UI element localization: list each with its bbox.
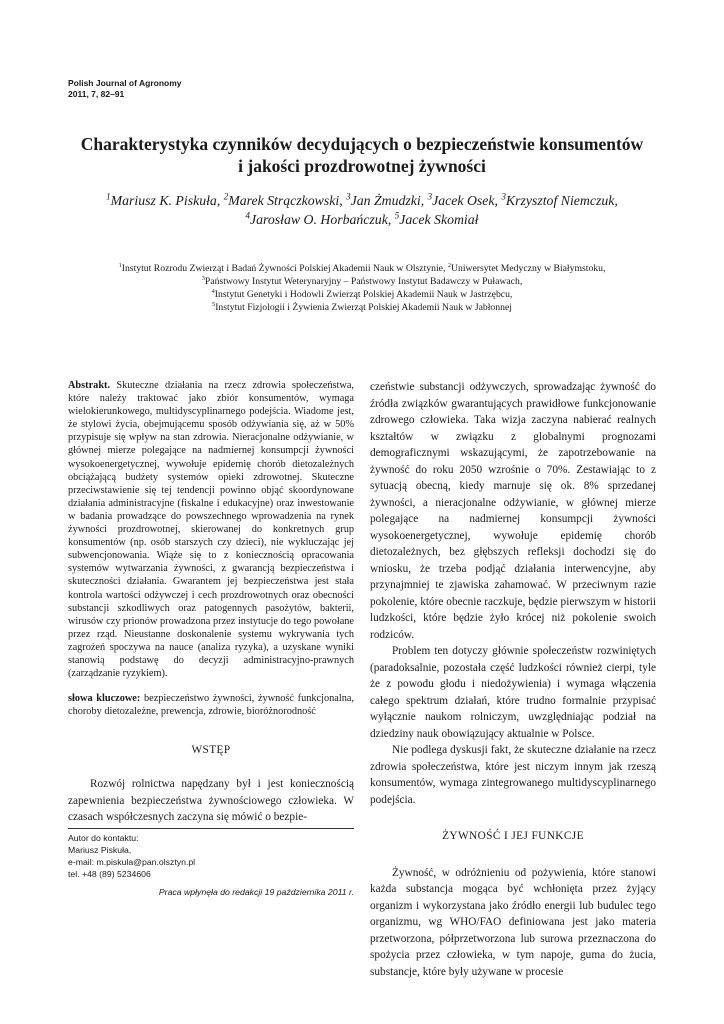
author: $^5$Jacek Skomiał (394, 210, 479, 227)
authors-line-1 (40, 191, 684, 210)
intro-text: Rozwój rolnictwa napędzany był i jest koniecznością zapewnienia bezpieczeństwa żywnościowego człowieka. W czasach współczesnych zaczyna się mówić o bezpie- (68, 778, 354, 824)
author: $^1$Mariusz K. Piskuła, (106, 191, 224, 208)
title-line-2: i jakości prozdrowotnej żywności (238, 156, 486, 176)
received-note: Praca wpłynęła do redakcji 19 października 2011 r. (158, 887, 354, 897)
title-line-1: Charakterystyka czynników decydujących o bezpieczeństwie konsumentów (80, 134, 644, 154)
author-list (40, 191, 684, 229)
journal-issue: 2011, 7, 82–91 (68, 89, 125, 99)
keywords (68, 692, 354, 718)
affiliation-line-4: $^5$Instytut Fizjologii i Żywienia Zwierząt Polskiej Akademii Nauk w Jabłonnej (212, 300, 512, 313)
author: $^3$Jacek Osek, (427, 191, 502, 208)
contact-name: Mariusz Piskuła, (68, 845, 132, 855)
paragraph: Żywność, w odróżnieniu od pożywienia, które stanowi każda substancja mogąca być wchłonięta przez żyjący organizm i wykorzystana jako źródło energii lub budulec tego organizmu, wg WHO/FAO definiowana jest jako materia przetworzona, półprzetworzona lub surowa przeznaczona do spożycia przez człowieka, w tym napoje, guma do żucia, substancje, które były używane w procesie (370, 866, 656, 978)
right-column (370, 379, 656, 980)
affiliation-list (40, 262, 684, 314)
contact-email[interactable]: e-mail: m.piskula@pan.olsztyn.pl (68, 857, 196, 867)
abstract (68, 379, 354, 680)
article-title (40, 133, 684, 177)
authors-line-2 (40, 210, 684, 229)
journal-name: Polish Journal of Agronomy (68, 78, 182, 88)
abstract-label: Abstrakt. (68, 380, 111, 391)
contact-phone: tel. +48 (89) 5234606 (68, 869, 151, 879)
affiliation-line-2: $^3$Państwowy Instytut Weterynaryjny – Państwowy Instytut Badawczy w Puławach, (201, 274, 523, 287)
intro-heading: WSTĘP (191, 744, 231, 757)
paragraph: Nie podlega dyskusji fakt, że skuteczne działanie na rzecz zdrowia społeczeństwa, które jest niczym innym jak rzeszą konsumentów, wymaga zintegrowanego multidyscyplinarnego podejścia. (370, 744, 656, 806)
paragraph: Problem ten dotyczy głównie społeczeństw rozwiniętych (paradoksalnie, pozostała część ludzkości również cierpi, tyle że z powodu głodu i niedożywienia) i wymaga włączenia całego spektrum działań, które trudno formalnie przypisać wyłącznie naukom rolniczym, uwzględniając podział na dziedziny nauk obowiązujący aktualnie w Polsce. (370, 645, 656, 740)
paragraph: czeństwie substancji odżywczych, sprowadzając żywność do źródła związków gwarantujących prawidłowe funkcjonowanie zdrowego człowieka. Taka wizja zaczyna nabierać realnych kształtów w związku z globalnymi prognozami demograficznymi wskazującymi, że zapotrzebowanie na żywność do roku 2050 wzrośnie o 70%. Zestawiając to z sytuacją obecną, kiedy marnuje się ok. 8% sprzedanej żywności, a nieracjonalne odżywianie, w głównej mierze polegające na nadmiernej konsumpcji żywności wysokoenergetycznej, wywołuje epidemię chorób dietozależnych, bez głębszych refleksji dochodzi się do wniosku, że trzeba podjąć działania interwencyjne, aby przynajmniej te zjawiska zahamować. W przeciwnym razie pokolenie, które obecnie raczkuje, będzie pierwszym w historii ludzkości, które będzie żyło krócej niż pokolenie swoich rodziców. (370, 381, 656, 641)
contact-label: Autor do kontaktu: (68, 833, 139, 843)
contact-box (68, 828, 354, 880)
journal-header (68, 78, 182, 100)
author: $^3$Krzysztof Niemczuk, (501, 191, 618, 208)
keywords-text: bezpieczeństwo żywności, żywność funkcjonalna, choroby dietozależne, prewencja, zdrowie, bioróżnorodność (68, 693, 354, 718)
author: $^4$Jarosław O. Horbańczuk, (245, 210, 395, 227)
author: $^3$Jan Żmudzki, (346, 191, 428, 208)
author: $^2$Marek Strączkowski, (223, 191, 347, 208)
affiliation-line-1: $^1$Instytut Rozrodu Zwierząt i Badań Żywności Polskiej Akademii Nauk w Olsztynie, $^2$Uniwersytet Medyczny w Białymstoku, (118, 261, 606, 274)
abstract-text: Skuteczne działania na rzecz zdrowia społeczeństwa, które należy traktować jako zbiór konsumentów, wymaga wielokierunkowego, multidyscyplinarnego podejścia. Wiadome jest, że stylowi życia, obejmującemu sposób odżywiania się, aż w 50% przypisuje się wpływ na stan zdrowia. Nieracjonalne odżywianie, w głównej mierze polegające na nadmiernej konsumpcji żywności wysokoenergetycznej, wywołuje epidemię chorób dietozależnych obciążającą budżety systemów opieki zdrowotnej. Skuteczne przeciwstawienie się tej tendencji powinno objąć skoordynowane działania administracyjne (fiskalne i edukacyjne) oraz inwestowanie w badania prowadzące do powszechnego wprowadzenia na rynek żywności prozdrowotnej, skierowanej do konkretnych grup konsumentów (np. osób starszych czy dzieci), nie wykluczając jej subwencjonowania. Wiąże się to z koniecznością opracowania systemów wytwarzania żywności, z gwarancją bezpieczeństwa i skuteczności działania. Gwarantem jej bezpieczeństwa jest stała kontrola wartości odżywczej i cech prozdrowotnych oraz obecności substancji szkodliwych oraz patogennych pasożytów, bakterii, wirusów czy prionów prowadzona przez instytucje do tego powołane przez rząd. Nieustanne doskonalenie systemu wykrywania tych zagrożeń spoczywa na nauce (analiza ryzyka), a uzyskane wyniki stanowią podstawę do decyzji administracyjno-prawnych (zarządzanie ryzykiem). (68, 380, 354, 680)
affiliation-line-3: $^4$Instytut Genetyki i Hodowli Zwierząt Polskiej Akademii Nauk w Jastrzębcu, (211, 287, 513, 300)
keywords-label: słowa kluczowe: (68, 693, 141, 705)
section-heading: ŻYWNOŚĆ I JEJ FUNKCJE (442, 830, 584, 842)
left-column (68, 379, 354, 826)
